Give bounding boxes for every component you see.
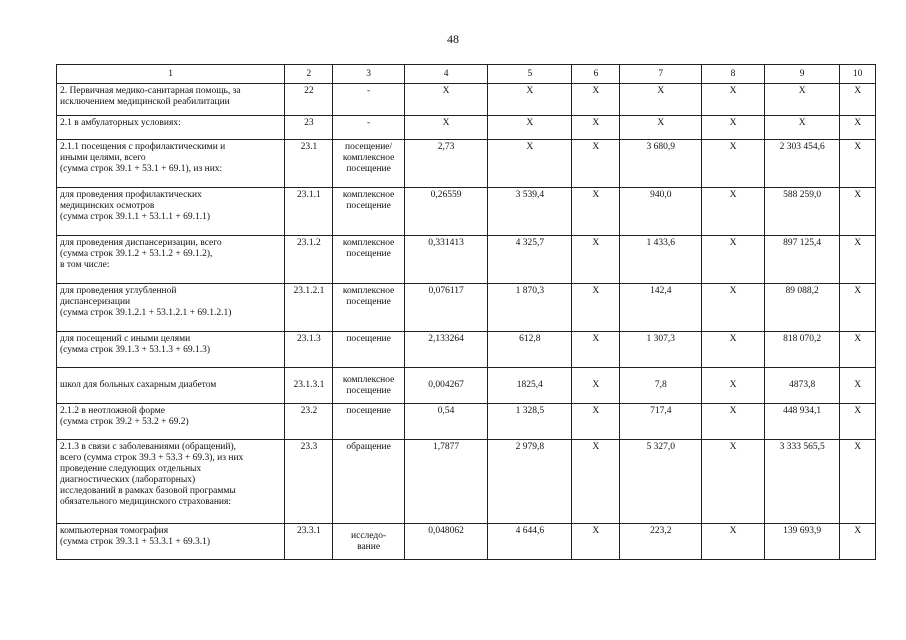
column-header: 3 (333, 65, 404, 84)
cell-c8: X (702, 440, 765, 524)
unit-line: обращение (346, 442, 391, 452)
unit-line: комплексное (342, 286, 395, 296)
cell-c10: X (840, 440, 876, 524)
page-number: 48 (447, 32, 459, 46)
unit-line: вание (357, 541, 381, 552)
column-header: 8 (702, 65, 765, 84)
row-unit (333, 368, 404, 404)
row-code: 23.2 (285, 404, 333, 440)
cell-c6: X (572, 236, 620, 284)
cell-c4: 0,004267 (404, 368, 488, 404)
desc-line: всего (сумма строк 39.3 + 53.3 + 69.3), из них (60, 453, 244, 463)
unit-line: посещение (346, 164, 391, 174)
cell-c5: 4 644,6 (488, 524, 572, 560)
row-unit (333, 84, 404, 116)
cell-c4: 0,331413 (404, 236, 488, 284)
cell-c4: 2,133264 (404, 332, 488, 368)
desc-line: 2.1.3 в связи с заболеваниями (обращений), (60, 442, 236, 452)
cell-c6: X (572, 368, 620, 404)
unit-line: посещение (346, 385, 391, 396)
unit-line: посещение (346, 201, 391, 211)
column-header: 4 (404, 65, 488, 84)
cell-c9: 588 259,0 (764, 188, 839, 236)
header-row (57, 65, 876, 84)
desc-line: школ для больных сахарным диабетом (60, 380, 217, 390)
row-unit (333, 140, 404, 188)
cell-c4: X (404, 116, 488, 140)
desc-line: (сумма строк 39.1.2.1 + 53.1.2.1 + 69.1.2.1) (60, 308, 232, 318)
cell-c5: 3 539,4 (488, 188, 572, 236)
desc-line: (сумма строк 39.1.1 + 53.1.1 + 69.1.1) (60, 212, 211, 222)
cell-c7: 5 327,0 (620, 440, 702, 524)
desc-line: (сумма строк 39.2 + 53.2 + 69.2) (60, 417, 189, 427)
cell-c6: X (572, 284, 620, 332)
unit-line: комплексное (342, 374, 395, 385)
unit-line: комплексное (342, 153, 395, 163)
cell-c5: X (488, 140, 572, 188)
cell-c6: X (572, 116, 620, 140)
cell-c9: 818 070,2 (764, 332, 839, 368)
desc-line: исключением медицинской реабилитации (60, 97, 230, 107)
desc-line: (сумма строк 39.1.2 + 53.1.2 + 69.1.2), (60, 249, 213, 259)
desc-line: 2.1.2 в неотложной форме (60, 406, 165, 416)
row-unit (333, 524, 404, 560)
desc-line: 2. Первичная медико-санитарная помощь, за (60, 86, 241, 96)
cell-c9: X (764, 116, 839, 140)
cell-c10: X (840, 116, 876, 140)
column-header: 1 (57, 65, 285, 84)
desc-line: 2.1.1 посещения с профилактическими и (60, 142, 226, 152)
cell-c5: 1 328,5 (488, 404, 572, 440)
cell-c4: 1,7877 (404, 440, 488, 524)
cell-c6: X (572, 440, 620, 524)
data-table (56, 64, 876, 560)
unit-line: посещение (346, 334, 391, 344)
desc-line: (сумма строк 39.1.3 + 53.1.3 + 69.1.3) (60, 345, 211, 355)
cell-c9: 2 303 454,6 (764, 140, 839, 188)
cell-c10: X (840, 332, 876, 368)
row-code: 22 (285, 84, 333, 116)
cell-c8: X (702, 236, 765, 284)
desc-line: для проведения диспансеризации, всего (60, 238, 222, 248)
unit-line: - (367, 118, 371, 128)
row-description (57, 140, 285, 188)
cell-c9: 897 125,4 (764, 236, 839, 284)
cell-c9: 4873,8 (764, 368, 839, 404)
row-code: 23.1 (285, 140, 333, 188)
row-description (57, 188, 285, 236)
desc-line: в том числе: (60, 260, 110, 270)
row-code: 23 (285, 116, 333, 140)
desc-line: исследований в рамках базовой программы (60, 486, 236, 496)
cell-c8: X (702, 368, 765, 404)
cell-c7: X (620, 116, 702, 140)
column-header: 9 (764, 65, 839, 84)
table-row (57, 236, 876, 284)
desc-line: диагностических (лабораторных) (60, 475, 196, 485)
desc-line: 2.1 в амбулаторных условиях: (60, 118, 181, 128)
desc-line: для проведения профилактических (60, 190, 202, 200)
row-description (57, 524, 285, 560)
cell-c6: X (572, 524, 620, 560)
cell-c10: X (840, 140, 876, 188)
cell-c10: X (840, 236, 876, 284)
cell-c6: X (572, 84, 620, 116)
cell-c9: 3 333 565,5 (764, 440, 839, 524)
cell-c5: 1825,4 (488, 368, 572, 404)
cell-c4: X (404, 84, 488, 116)
cell-c10: X (840, 368, 876, 404)
row-description (57, 368, 285, 404)
cell-c9: X (764, 84, 839, 116)
unit-line: комплексное (342, 238, 395, 248)
column-header: 6 (572, 65, 620, 84)
table-row (57, 524, 876, 560)
cell-c10: X (840, 404, 876, 440)
row-code: 23.3 (285, 440, 333, 524)
table-row (57, 368, 876, 404)
column-header: 10 (840, 65, 876, 84)
cell-c6: X (572, 332, 620, 368)
cell-c4: 0,076117 (404, 284, 488, 332)
row-description (57, 404, 285, 440)
row-unit (333, 116, 404, 140)
table-row (57, 404, 876, 440)
desc-line: для посещений с иными целями (60, 334, 191, 344)
cell-c10: X (840, 84, 876, 116)
cell-c4: 0,048062 (404, 524, 488, 560)
unit-line: посещение (346, 406, 391, 416)
cell-c9: 89 088,2 (764, 284, 839, 332)
table-row (57, 84, 876, 116)
row-unit (333, 188, 404, 236)
cell-c5: X (488, 116, 572, 140)
unit-line: исследо- (351, 530, 387, 541)
column-header: 5 (488, 65, 572, 84)
row-code: 23.1.2 (285, 236, 333, 284)
row-description (57, 332, 285, 368)
table-row (57, 188, 876, 236)
cell-c9: 139 693,9 (764, 524, 839, 560)
table-row (57, 284, 876, 332)
cell-c7: 223,2 (620, 524, 702, 560)
row-unit (333, 404, 404, 440)
cell-c7: X (620, 84, 702, 116)
table-row (57, 140, 876, 188)
cell-c6: X (572, 188, 620, 236)
unit-line: - (367, 86, 371, 96)
cell-c6: X (572, 140, 620, 188)
row-code: 23.1.1 (285, 188, 333, 236)
cell-c7: 940,0 (620, 188, 702, 236)
unit-line: посещение (346, 249, 391, 259)
table-row (57, 440, 876, 524)
row-description (57, 236, 285, 284)
row-description (57, 440, 285, 524)
desc-line: диспансеризации (60, 297, 131, 307)
desc-line: (сумма строк 39.1 + 53.1 + 69.1), из них: (60, 164, 223, 174)
cell-c8: X (702, 140, 765, 188)
cell-c7: 1 433,6 (620, 236, 702, 284)
cell-c10: X (840, 524, 876, 560)
cell-c7: 142,4 (620, 284, 702, 332)
cell-c6: X (572, 404, 620, 440)
cell-c5: 2 979,8 (488, 440, 572, 524)
cell-c5: X (488, 84, 572, 116)
row-unit (333, 236, 404, 284)
column-header: 7 (620, 65, 702, 84)
unit-line: посещение/ (344, 142, 393, 152)
cell-c4: 0,26559 (404, 188, 488, 236)
cell-c10: X (840, 188, 876, 236)
row-description (57, 84, 285, 116)
cell-c5: 612,8 (488, 332, 572, 368)
cell-c7: 7,8 (620, 368, 702, 404)
unit-line: комплексное (342, 190, 395, 200)
row-description (57, 284, 285, 332)
row-description (57, 116, 285, 140)
cell-c8: X (702, 332, 765, 368)
cell-c8: X (702, 84, 765, 116)
cell-c10: X (840, 284, 876, 332)
cell-c7: 717,4 (620, 404, 702, 440)
desc-line: иными целями, всего (60, 153, 146, 163)
cell-c9: 448 934,1 (764, 404, 839, 440)
desc-line: проведение следующих отдельных (60, 464, 202, 474)
table-row (57, 332, 876, 368)
table-row (57, 116, 876, 140)
row-code: 23.1.2.1 (285, 284, 333, 332)
cell-c7: 1 307,3 (620, 332, 702, 368)
table-body (57, 84, 876, 560)
desc-line: (сумма строк 39.3.1 + 53.3.1 + 69.3.1) (60, 537, 211, 547)
column-header: 2 (285, 65, 333, 84)
cell-c4: 2,73 (404, 140, 488, 188)
desc-line: медицинских осмотров (60, 201, 155, 211)
row-code: 23.1.3 (285, 332, 333, 368)
row-unit (333, 440, 404, 524)
unit-line: посещение (346, 297, 391, 307)
row-unit (333, 332, 404, 368)
cell-c7: 3 680,9 (620, 140, 702, 188)
desc-line: компьютерная томография (60, 526, 169, 536)
row-code: 23.1.3.1 (285, 368, 333, 404)
cell-c8: X (702, 284, 765, 332)
cell-c8: X (702, 116, 765, 140)
cell-c5: 4 325,7 (488, 236, 572, 284)
row-code: 23.3.1 (285, 524, 333, 560)
cell-c8: X (702, 404, 765, 440)
row-unit (333, 284, 404, 332)
desc-line: для проведения углубленной (60, 286, 177, 296)
desc-line: обязательного медицинского страхования: (60, 497, 231, 507)
cell-c4: 0,54 (404, 404, 488, 440)
cell-c5: 1 870,3 (488, 284, 572, 332)
cell-c8: X (702, 188, 765, 236)
cell-c8: X (702, 524, 765, 560)
